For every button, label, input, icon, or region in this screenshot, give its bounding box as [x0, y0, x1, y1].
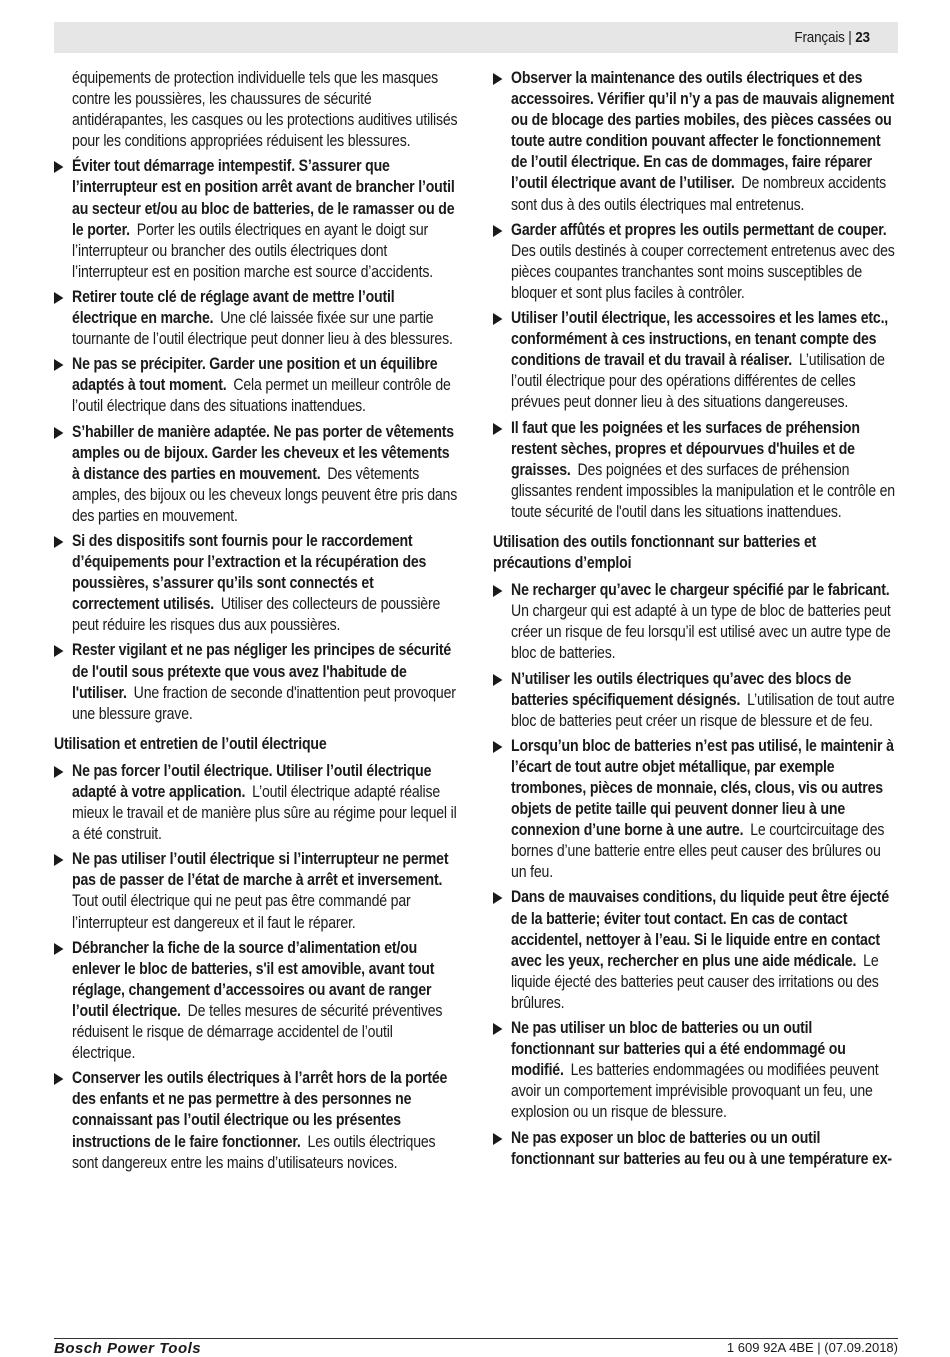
- bullet-item-text: Porter les outils électriques en ayant le doigt sur l’interrupteur ou brancher des outils électriques dont l’interrupteur est en position marche est source d’accidents.: [72, 220, 433, 281]
- right-items-list: [493, 68, 897, 523]
- continuation-paragraph: équipements de protection individuelle tels que les masques contre les poussières, les chaussures de sécurité antidérapantes, les casques ou les protections auditives utilisés pour les conditions appropriées réduisent les blessures.: [72, 69, 458, 151]
- section-heading-battery-use: Utilisation des outils fonctionnant sur batteries et précautions d’emploi: [493, 532, 817, 573]
- triangle-bullet-icon: [54, 645, 63, 657]
- bullet-item: [54, 354, 458, 417]
- bullet-item: [54, 938, 458, 1065]
- bullet-item: [54, 849, 458, 933]
- bullet-item-bold: Ne pas forcer l’outil électrique. Utiliser l’outil électrique adapté à votre application.: [72, 761, 432, 801]
- page-header: [54, 22, 898, 53]
- triangle-bullet-icon: [54, 427, 63, 439]
- bullet-item-bold: Il faut que les poignées et les surfaces de préhension restent sèches, propres et dépourvues d'huiles et de graisses.: [511, 418, 860, 479]
- bullet-item-bold: Conserver les outils électriques à l’arrêt hors de la portée des enfants et ne pas permettre à des personnes ne connaissant pas l’outil électrique ou les présentes instructions de le faire fonctionner.: [72, 1069, 448, 1151]
- bullet-item-bold: Lorsqu’un bloc de batteries n’est pas utilisé, le maintenir à l’écart de tout autre objet métallique, par exemple trombones, pièces de monnaie, clés, clous, vis ou autres objets de petite taille qui peuvent donner lieu à une connexion d’une borne à une autre.: [511, 736, 894, 840]
- triangle-bullet-icon: [493, 1133, 502, 1145]
- battery-use-items-list: [493, 580, 897, 1170]
- bullet-item-text: Le courtcircuitage des bornes d’une batterie entre elles peut causer des brûlures ou un feu.: [511, 821, 885, 882]
- bullet-item-bold: Garder affûtés et propres les outils permettant de couper.: [511, 220, 887, 239]
- bullet-item: [54, 422, 458, 527]
- section-heading-tool-use: Utilisation et entretien de l’outil électrique: [54, 734, 327, 753]
- bullet-item-text: Des outils destinés à couper correctement entretenus avec des pièces coupantes tranchantes sont moins susceptibles de bloquer et sont plus faciles à contrôler.: [511, 241, 895, 302]
- bullet-item-bold: Ne recharger qu’avec le chargeur spécifié par le fabricant.: [511, 581, 890, 600]
- triangle-bullet-icon: [54, 943, 63, 955]
- footer-brand: Bosch Power Tools: [54, 1340, 202, 1357]
- bullet-item-text: L’outil électrique adapté réalise mieux le travail et de manière plus sûre au régime pour lequel il a été construit.: [72, 783, 457, 844]
- triangle-bullet-icon: [54, 536, 63, 548]
- bullet-item: [54, 761, 458, 845]
- bullet-item-bold: Ne pas se précipiter. Garder une position et un équilibre adaptés à tout moment.: [72, 355, 438, 395]
- triangle-bullet-icon: [54, 1073, 63, 1085]
- bullet-item-bold: Si des dispositifs sont fournis pour le raccordement d’équipements pour l’extraction et la récupération des poussières, s’assurer qu’ils sont connectés et correctement utilisés.: [72, 531, 427, 614]
- bullet-item-text: L’utilisation de tout autre bloc de batteries peut créer un risque de blessure et de feu.: [511, 690, 895, 730]
- bullet-item: [493, 1128, 897, 1170]
- triangle-bullet-icon: [54, 854, 63, 866]
- bullet-item-bold: S’habiller de manière adaptée. Ne pas porter de vêtements amples ou de bijoux. Garder les cheveux et les vêtements à distance des parties en mouvement.: [72, 422, 454, 483]
- bullet-item-text: Des poignées et des surfaces de préhension glissantes rendent impossibles la manipulation et le contrôle en toute sécurité de l'outil dans les situations inattendues.: [511, 460, 895, 521]
- header-separator: |: [844, 29, 856, 46]
- triangle-bullet-icon: [493, 423, 502, 435]
- triangle-bullet-icon: [54, 161, 63, 173]
- bullet-item-text: Utiliser des collecteurs de poussière peut réduire les risques dus aux poussières.: [72, 595, 441, 635]
- bullet-item-text: Des vêtements amples, des bijoux ou les cheveux longs peuvent être pris dans des parties en mouvement.: [72, 464, 458, 525]
- bullet-item-text: Les outils électriques sont dangereux entre les mains d’utilisateurs novices.: [72, 1132, 436, 1172]
- bullet-item-text: Cela permet un meilleur contrôle de l’outil électrique dans des situations inattendues.: [72, 376, 451, 416]
- bullet-item-text: L’utilisation de l’outil électrique pour des opérations différentes de celles prévues peut donner lieu à des situations dangereuses.: [511, 351, 885, 412]
- bullet-item-text: Une fraction de seconde d'inattention peut provoquer une blessure grave.: [72, 683, 456, 723]
- bullet-item: [54, 1068, 458, 1173]
- bullet-item: [493, 887, 897, 1014]
- triangle-bullet-icon: [54, 292, 63, 304]
- bullet-item-bold: Observer la maintenance des outils électriques et des accessoires. Vérifier qu’il n’y a pas de mauvais alignement ou de blocage des parties mobiles, des pièces cassées ou toute autre condition pouvant affecter le fonctionnement de l’outil électrique. En cas de dommages, faire réparer l’outil électrique avant de l’utiliser.: [511, 69, 895, 193]
- bullet-item-bold: N’utiliser les outils électriques qu’avec des blocs de batteries spécifiquement désignés.: [511, 669, 852, 709]
- page-number: 23: [855, 29, 870, 46]
- bullet-item: [54, 156, 458, 283]
- bullet-item-bold: Rester vigilant et ne pas négliger les principes de sécurité de l'outil sous prétexte que vous avez l'habitude de l'utiliser.: [72, 641, 452, 702]
- triangle-bullet-icon: [54, 766, 63, 778]
- bullet-item: [493, 308, 897, 413]
- bullet-item-bold: Éviter tout démarrage intempestif. S’assurer que l’interrupteur est en position arrêt avant de brancher l’outil au secteur et/ou au bloc de batteries, de le ramasser ou de le porter.: [72, 157, 455, 239]
- bullet-item: [493, 580, 897, 664]
- bullet-item: [493, 736, 897, 884]
- bullet-item-text: Tout outil électrique qui ne peut pas être commandé par l’interrupteur est dangereux et il faut le réparer.: [72, 892, 411, 932]
- bullet-item: [493, 220, 897, 304]
- bullet-item-text: De telles mesures de sécurité préventives réduisent le risque de démarrage accidentel de l’outil électrique.: [72, 1001, 443, 1063]
- triangle-bullet-icon: [493, 313, 502, 325]
- bullet-item: [493, 68, 897, 216]
- bullet-item-bold: Ne pas exposer un bloc de batteries ou un outil fonctionnant sur batteries au feu ou à une température ex-: [511, 1128, 892, 1168]
- triangle-bullet-icon: [54, 359, 63, 371]
- bullet-item-bold: Utiliser l’outil électrique, les accessoires et les lames etc., conformément à ces instructions, en tenant compte des conditions de travail et du travail à réaliser.: [511, 309, 889, 370]
- bullet-item-bold: Débrancher la fiche de la source d’alimentation et/ou enlever le bloc de batteries, s'il est amovible, avant tout réglage, changement d’accessoires ou avant de ranger l’outil électrique.: [72, 938, 435, 1020]
- bullet-item: [493, 669, 897, 732]
- bullet-item-bold: Ne pas utiliser un bloc de batteries ou un outil fonctionnant sur batteries qui a été endommagé ou modifié.: [511, 1019, 846, 1080]
- left-items-list: [54, 156, 458, 724]
- footer-doc-code: 1 609 92A 4BE | (07.09.2018): [726, 1340, 898, 1355]
- triangle-bullet-icon: [493, 1023, 502, 1035]
- bullet-item: [493, 1018, 897, 1123]
- header-language: Français: [794, 29, 845, 46]
- triangle-bullet-icon: [493, 674, 502, 686]
- left-column: [54, 68, 458, 1178]
- bullet-item-text: Les batteries endommagées ou modifiées peuvent avoir un comportement imprévisible provoquant un feu, une explosion ou un risque de blessure.: [511, 1061, 879, 1122]
- bullet-item: [54, 640, 458, 724]
- bullet-item: [493, 418, 897, 523]
- triangle-bullet-icon: [493, 585, 502, 597]
- bullet-item: [54, 531, 458, 636]
- bullet-item-text: Un chargeur qui est adapté à un type de bloc de batteries peut créer un risque de feu lorsqu’il est utilisé avec un autre type de bloc de batteries.: [511, 602, 891, 663]
- bullet-item: [54, 287, 458, 350]
- bullet-item-text: Le liquide éjecté des batteries peut causer des irritations ou des brûlures.: [511, 951, 879, 1012]
- triangle-bullet-icon: [493, 73, 502, 85]
- bullet-item-text: Une clé laissée fixée sur une partie tournante de l’outil électrique peut donner lieu à des blessures.: [72, 309, 453, 349]
- triangle-bullet-icon: [493, 741, 502, 753]
- bullet-item-text: De nombreux accidents sont dus à des outils électriques mal entretenus.: [511, 174, 887, 214]
- triangle-bullet-icon: [493, 225, 502, 237]
- bullet-item-bold: Retirer toute clé de réglage avant de mettre l’outil électrique en marche.: [72, 287, 395, 328]
- right-column: [493, 68, 897, 1174]
- bullet-item-bold: Dans de mauvaises conditions, du liquide peut être éjecté de la batterie; éviter tout contact. En cas de contact accidentel, nettoyer à l’eau. Si le liquide entre en contact avec les yeux, rechercher en plus une aide médicale.: [511, 888, 890, 970]
- bullet-item-bold: Ne pas utiliser l’outil électrique si l’interrupteur ne permet pas de passer de l’état de marche à arrêt et inversement.: [72, 850, 449, 890]
- header-label: [795, 29, 870, 47]
- tool-use-items-list: [54, 761, 458, 1174]
- triangle-bullet-icon: [493, 892, 502, 904]
